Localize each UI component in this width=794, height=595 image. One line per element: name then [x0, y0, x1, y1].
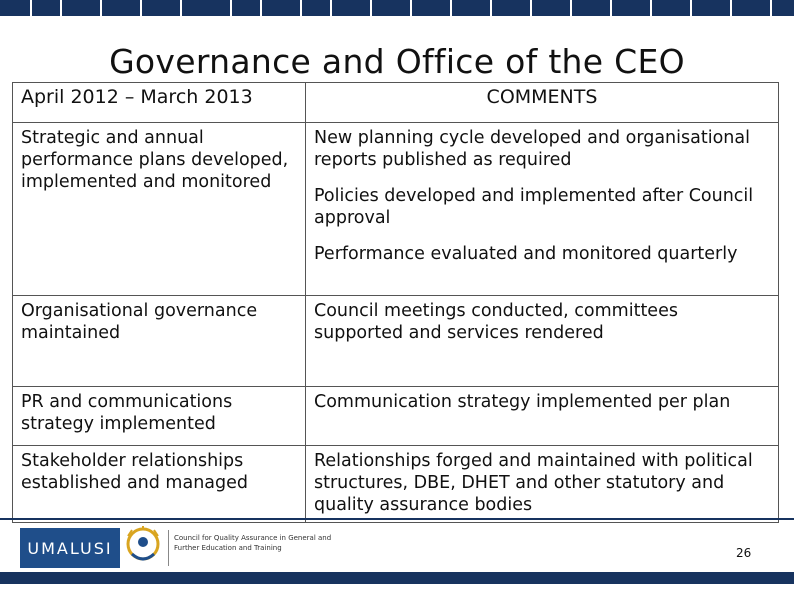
row-item-cell: [13, 446, 306, 523]
organisation-tagline: Council for Quality Assurance in General and Further Education and Training: [174, 534, 332, 552]
bar-tick: [650, 0, 652, 16]
row-comments-cell: [306, 387, 779, 446]
bar-tick: [770, 0, 772, 16]
bar-tick: [300, 0, 302, 16]
bar-tick: [330, 0, 332, 16]
row-item-text: Organisational governance maintained: [21, 301, 258, 343]
row-comments-cell: [306, 123, 779, 296]
umalusi-emblem-icon: [122, 524, 164, 570]
row-item-text: PR and communications strategy implemented: [21, 392, 233, 434]
page-number: 26: [736, 546, 752, 560]
bar-tick: [180, 0, 182, 16]
bottom-decorative-bar: [0, 572, 794, 584]
top-bar-ticks: [0, 0, 794, 16]
comment-text: Relationships forged and maintained with political structures, DBE, DHET and other statutory and quality assurance bodies: [314, 451, 753, 515]
table-row: [13, 446, 779, 523]
bar-tick: [610, 0, 612, 16]
comment-text: New planning cycle developed and organisational reports published as required: [314, 128, 750, 170]
table-row: [13, 296, 779, 387]
bar-tick: [410, 0, 412, 16]
governance-table: [12, 82, 779, 523]
row-item-text: Strategic and annual performance plans developed, implemented and monitored: [21, 128, 289, 192]
bar-tick: [30, 0, 32, 16]
bar-tick: [450, 0, 452, 16]
row-item-cell: [13, 123, 306, 296]
umalusi-logo: UMALUSI: [20, 528, 120, 568]
comment-spacer: [314, 171, 770, 185]
row-item-text: Stakeholder relationships established and managed: [21, 451, 249, 493]
period-column-header: April 2012 – March 2013: [13, 83, 306, 123]
comments-column-header: COMMENTS: [306, 83, 779, 123]
comment-spacer: [314, 229, 770, 243]
row-item-cell: [13, 296, 306, 387]
bar-tick: [490, 0, 492, 16]
row-comments-cell: [306, 296, 779, 387]
table-row: [13, 123, 779, 296]
bar-tick: [60, 0, 62, 16]
comment-text: Performance evaluated and monitored quarterly: [314, 244, 738, 264]
bar-tick: [690, 0, 692, 16]
comment-text: Council meetings conducted, committees supported and services rendered: [314, 301, 678, 343]
bar-tick: [230, 0, 232, 16]
table-header-row: [13, 83, 779, 123]
slide-title: Governance and Office of the CEO: [109, 42, 685, 81]
bar-tick: [140, 0, 142, 16]
table-row: [13, 387, 779, 446]
row-item-cell: [13, 387, 306, 446]
bar-tick: [260, 0, 262, 16]
bar-tick: [530, 0, 532, 16]
bar-tick: [730, 0, 732, 16]
comment-text: Communication strategy implemented per plan: [314, 392, 731, 412]
row-comments-cell: [306, 446, 779, 523]
bar-tick: [370, 0, 372, 16]
bar-tick: [570, 0, 572, 16]
comment-text: Policies developed and implemented after Council approval: [314, 186, 754, 228]
bar-tick: [100, 0, 102, 16]
logo-divider: [168, 530, 169, 566]
footer-divider: [0, 518, 794, 520]
